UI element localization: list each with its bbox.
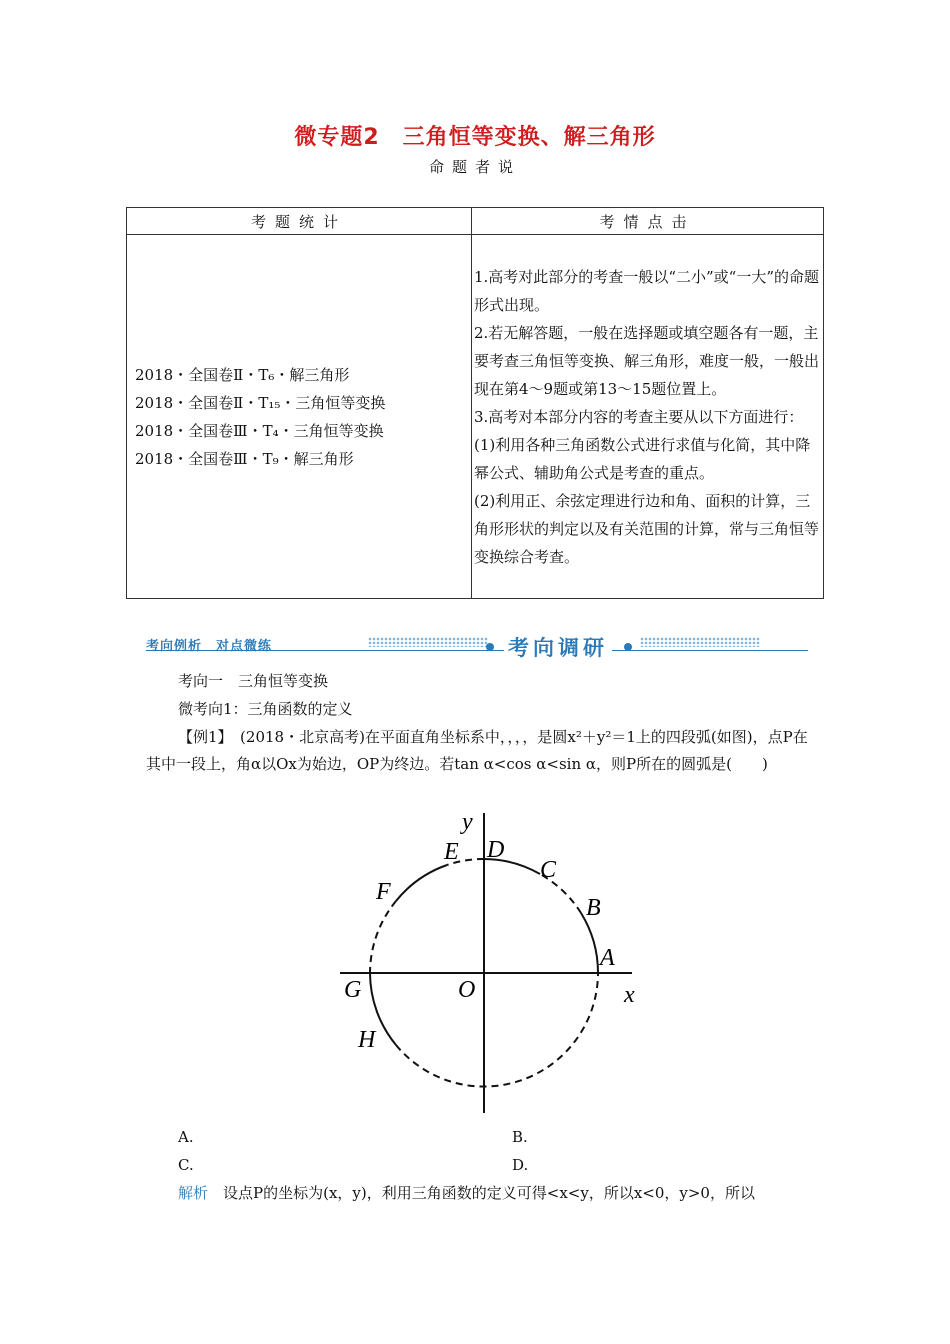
point-text: 3.高考对本部分内容的考查主要从以下方面进行： [474,407,804,426]
example-label: 【例1】 [178,728,226,746]
solution-text: 设点P的坐标为(x，y)，利用三角函数的定义可得<x<y，所以x<0，y>0，所以 [208,1184,755,1202]
banner-ball-right [624,643,632,651]
label-E: E [444,839,459,865]
arc-EF [396,865,447,901]
label-H: H [358,1027,376,1053]
label-B: B [586,895,601,921]
option-b: B. [512,1128,528,1146]
arc-AB [581,913,598,973]
option-a: A. [178,1128,194,1146]
banner-left-text: 考向例析 对点微练 [146,639,273,654]
label-x: x [624,982,635,1008]
page-title: 微专题2 三角恒等变换、解三角形 [294,125,656,150]
point-text: (1)利用各种三角函数公式进行求值与化简，其中降幂公式、辅助角公式是考查的重点。 [474,435,811,482]
stats-item: 2018・全国卷Ⅱ・T₆・解三角形 [135,365,350,384]
stats-item: 2018・全国卷Ⅱ・T₁₅・三角恒等变换 [135,393,386,412]
stats-items-cell [127,235,472,599]
label-F: F [376,879,391,905]
stats-item: 2018・全国卷Ⅲ・T₉・解三角形 [135,449,354,468]
label-C: C [540,857,557,883]
point-text: 1.高考对此部分的考查一般以“二小”或“一大”的命题形式出现。 [474,267,819,314]
option-d: D. [512,1156,529,1174]
example-text: (2018・北京高考)在平面直角坐标系中，，，，是圆x²＋y²＝1上的四段弧(如图)，点P在其中一段上，角α以Ox为始边，OP为终边。若tan α<cos α<sin α，则P所在的圆弧是( ) [146,728,808,773]
unit-circle-figure [330,805,650,1120]
label-G: G [344,977,362,1003]
stats-table [126,207,824,599]
solution-paragraph [178,1180,828,1207]
point-text: 2.若无解答题，一般在选择题或填空题各有一题，主要考查三角恒等变换、解三角形，难度一般，一般出现在第4～9题或第13～15题位置上。 [474,323,820,398]
point-text: (2)利用正、余弦定理进行边和角、面积的计算，三角形形状的判定以及有关范围的计算，常与三角恒等变换综合考查。 [474,491,820,566]
option-c: C. [178,1156,194,1174]
label-y: y [462,809,473,835]
banner-title: 考向调研 [504,632,612,662]
solution-label: 解析 [178,1184,209,1202]
stats-col1-header: 考题统计 [127,208,472,235]
label-A: A [600,945,615,971]
banner-dots-left [368,637,488,647]
example-paragraph [146,724,816,778]
section-banner [146,632,808,662]
arc-lower [396,973,598,1087]
label-O: O [458,977,476,1003]
stats-col2-header: 考情点击 [472,208,824,235]
section-heading: 考向一 三角恒等变换 [178,672,329,690]
page-subtitle: 命题者说 [428,158,521,176]
stats-item: 2018・全国卷Ⅲ・T₄・三角恒等变换 [135,421,384,440]
label-D: D [487,837,505,863]
arc-FG [370,901,396,973]
section-subheading: 微考向1：三角函数的定义 [178,700,353,718]
stats-points-cell [472,235,824,599]
banner-dots-right [640,637,760,647]
banner-ball-left [486,643,494,651]
